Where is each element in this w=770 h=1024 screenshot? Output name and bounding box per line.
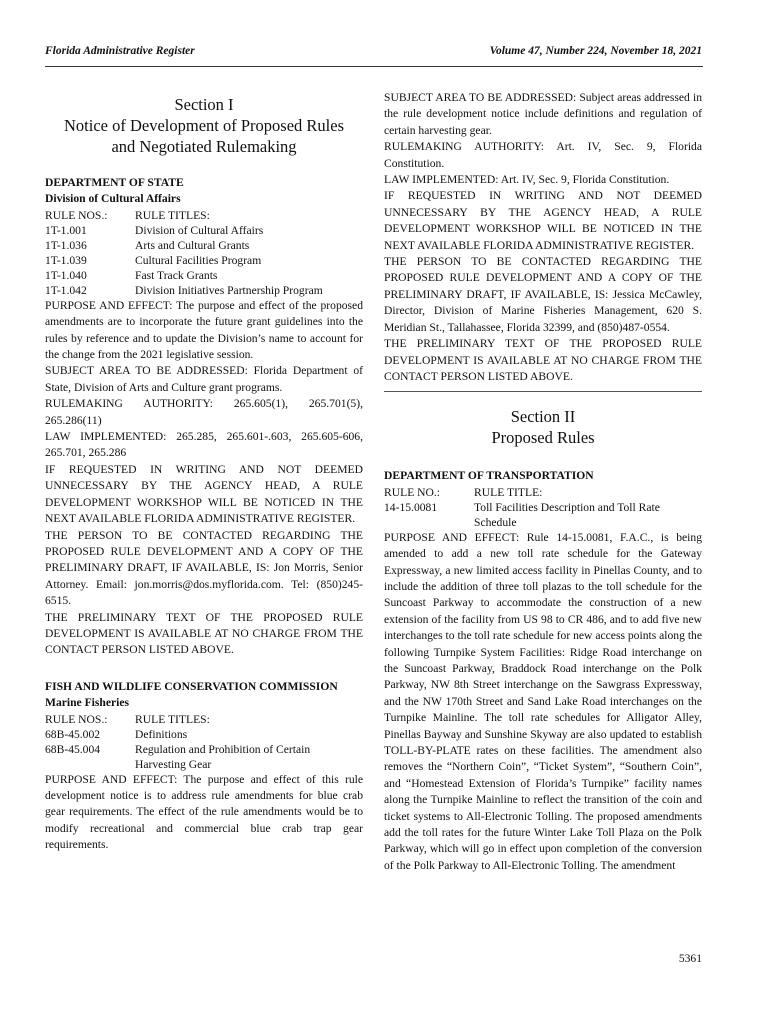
fwc-rule-table: RULE NOS.: RULE TITLES: 68B-45.002 Definitions 68B-45.004 Regulation and Prohibition of Certain Harvesting Gear	[45, 712, 363, 772]
fwc-subject: SUBJECT AREA TO BE ADDRESSED: Subject areas addressed in the rule development notice include definitions and regulation of certain harvesting gear.	[384, 91, 702, 137]
dot-purpose: PURPOSE AND EFFECT: Rule 14-15.0081, F.A.C., is being amended to add a new toll rate schedule for the Gateway Expressway, a new limited access facility in Pinellas County, and to include the addition of three toll plazas to the toll schedule for the Suncoast Parkway to accommodate the construction of a new extension of the facility from US 98 to CR 486, and to add five new interchanges to the toll rate schedule for new access points along the following Turnpike System Facilities: Ridge Road interchange on the Suncoast Parkway, Braddock Road interchange on the Polk Parkway, NW 8th Street interchange on the Sawgrass Expressway, and the NW 170th Street and Sand Lake Road interchanges on the Turnpike Mainline. The toll rate schedules for Alligator Alley, Pinellas Bayway and Sunshine Skyway are also updated to establish TOLL-BY-PLATE rates on these facilities. The amendment also removes the “Northern Coin”, “Ticket System”, “Southern Coin”, and “Homestead Extension of Florida’s Turnpike” facility names along the Turnpike Mainline to reflect the transition of the coin and ticket systems to All-Electronic Tolling. The proposed amendments add the toll rates for the future Winter Lake Toll Plaza on the Polk Parkway, which will go in effect upon completion of the conversion of the Polk Parkway to All-Electronic Tolling. The amendment	[384, 530, 702, 872]
dos-division-heading: Division of Cultural Affairs	[45, 192, 181, 206]
fwc-department-heading: FISH AND WILDLIFE CONSERVATION COMMISSION	[45, 679, 338, 693]
fwc-workshop: IF REQUESTED IN WRITING AND NOT DEEMED UNNECESSARY BY THE AGENCY HEAD, A RULE DEVELOPMENT WORKSHOP WILL BE NOTICED IN THE NEXT AVAILABLE FLORIDA ADMINISTRATIVE REGISTER.	[384, 189, 702, 252]
table-row: 68B-45.004 Regulation and Prohibition of Certain Harvesting Gear	[45, 742, 311, 771]
fwc-law: LAW IMPLEMENTED: Art. IV, Sec. 9, Florida Constitution.	[384, 173, 670, 187]
header-divider	[45, 66, 703, 67]
dot-rule-table: RULE NO.: RULE TITLE: 14-15.0081 Toll Facilities Description and Toll Rate Schedule	[384, 485, 702, 530]
dot-department-heading: DEPARTMENT OF TRANSPORTATION	[384, 469, 594, 483]
section-1-title: Section I Notice of Development of Proposed Rules and Negotiated Rulemaking	[64, 95, 344, 156]
fwc-authority: RULEMAKING AUTHORITY: Art. IV, Sec. 9, Florida Constitution.	[384, 140, 702, 170]
fwc-purpose: PURPOSE AND EFFECT: The purpose and effect of this rule development notice is to address rule amendments for blue crab gear requirements. The effect of the rule amendments would be to modify recreational and commercial blue crab trap gear requirements.	[45, 772, 363, 852]
dos-rule-table: RULE NOS.: RULE TITLES: 1T-1.001 Division of Cultural Affairs 1T-1.036 Arts and Cultural Grants 1T-1.039 Cultural Facilities Program 1T-1.040 Fast Track Grants 1T-1.042 Division Initiatives Partnership Program	[45, 208, 363, 298]
table-row: 1T-1.036 Arts and Cultural Grants	[45, 238, 250, 252]
dos-law: LAW IMPLEMENTED: 265.285, 265.601-.603, 265.605-606, 265.701, 265.286	[45, 430, 363, 460]
table-row: 1T-1.042 Division Initiatives Partnership Program	[45, 283, 323, 297]
section-divider	[384, 391, 702, 392]
dos-purpose: PURPOSE AND EFFECT: The purpose and effect of the proposed amendments are to incorporate the future grant guidelines into the rules by reference and to update the Division’s name to account for the change from the 2021 legislative session.	[45, 298, 363, 362]
table-row: 68B-45.002 Definitions	[45, 727, 188, 741]
running-header-title: Florida Administrative Register	[45, 45, 195, 57]
table-row: 1T-1.001 Division of Cultural Affairs	[45, 223, 264, 237]
dos-subject: SUBJECT AREA TO BE ADDRESSED: Florida Department of State, Division of Arts and Culture grant programs.	[45, 364, 363, 394]
table-row: 14-15.0081 Toll Facilities Description and Toll Rate Schedule	[384, 500, 660, 529]
left-column	[45, 90, 363, 854]
fwc-division-heading: Marine Fisheries	[45, 696, 130, 710]
table-row: 1T-1.040 Fast Track Grants	[45, 268, 218, 282]
running-header-volume: Volume 47, Number 224, November 18, 2021	[489, 45, 702, 57]
dos-preliminary: THE PRELIMINARY TEXT OF THE PROPOSED RULE DEVELOPMENT IS AVAILABLE AT NO CHARGE FROM THE CONTACT PERSON LISTED ABOVE.	[45, 610, 363, 657]
table-row: 1T-1.039 Cultural Facilities Program	[45, 253, 262, 267]
dos-authority: RULEMAKING AUTHORITY: 265.605(1), 265.701(5), 265.286(11)	[45, 397, 363, 427]
section-2-title: Section II Proposed Rules	[491, 407, 595, 448]
dos-contact: THE PERSON TO BE CONTACTED REGARDING THE PROPOSED RULE DEVELOPMENT AND A COPY OF THE PRELIMINARY DRAFT, IF AVAILABLE, IS: Jon Morris, Senior Attorney. Email: jon.morris@dos.myflorida.com. Tel: (850)245-6515.	[45, 528, 363, 608]
page-number: 5361	[678, 952, 702, 965]
fwc-preliminary: THE PRELIMINARY TEXT OF THE PROPOSED RULE DEVELOPMENT IS AVAILABLE AT NO CHARGE FROM THE CONTACT PERSON LISTED ABOVE.	[384, 337, 702, 383]
right-column	[384, 90, 702, 874]
dos-department-heading: DEPARTMENT OF STATE	[45, 176, 184, 189]
fwc-contact: THE PERSON TO BE CONTACTED REGARDING THE PROPOSED RULE DEVELOPMENT AND A COPY OF THE PRELIMINARY DRAFT, IF AVAILABLE, IS: Jessica McCawley, Director, Division of Marine Fisheries Management, 620 S. Meridian St., Tallahassee, Florida 32399, and (850)487-0554.	[384, 255, 702, 334]
dos-workshop: IF REQUESTED IN WRITING AND NOT DEEMED UNNECESSARY BY THE AGENCY HEAD, A RULE DEVELOPMENT WORKSHOP WILL BE NOTICED IN THE NEXT AVAILABLE FLORIDA ADMINISTRATIVE REGISTER.	[45, 462, 363, 526]
